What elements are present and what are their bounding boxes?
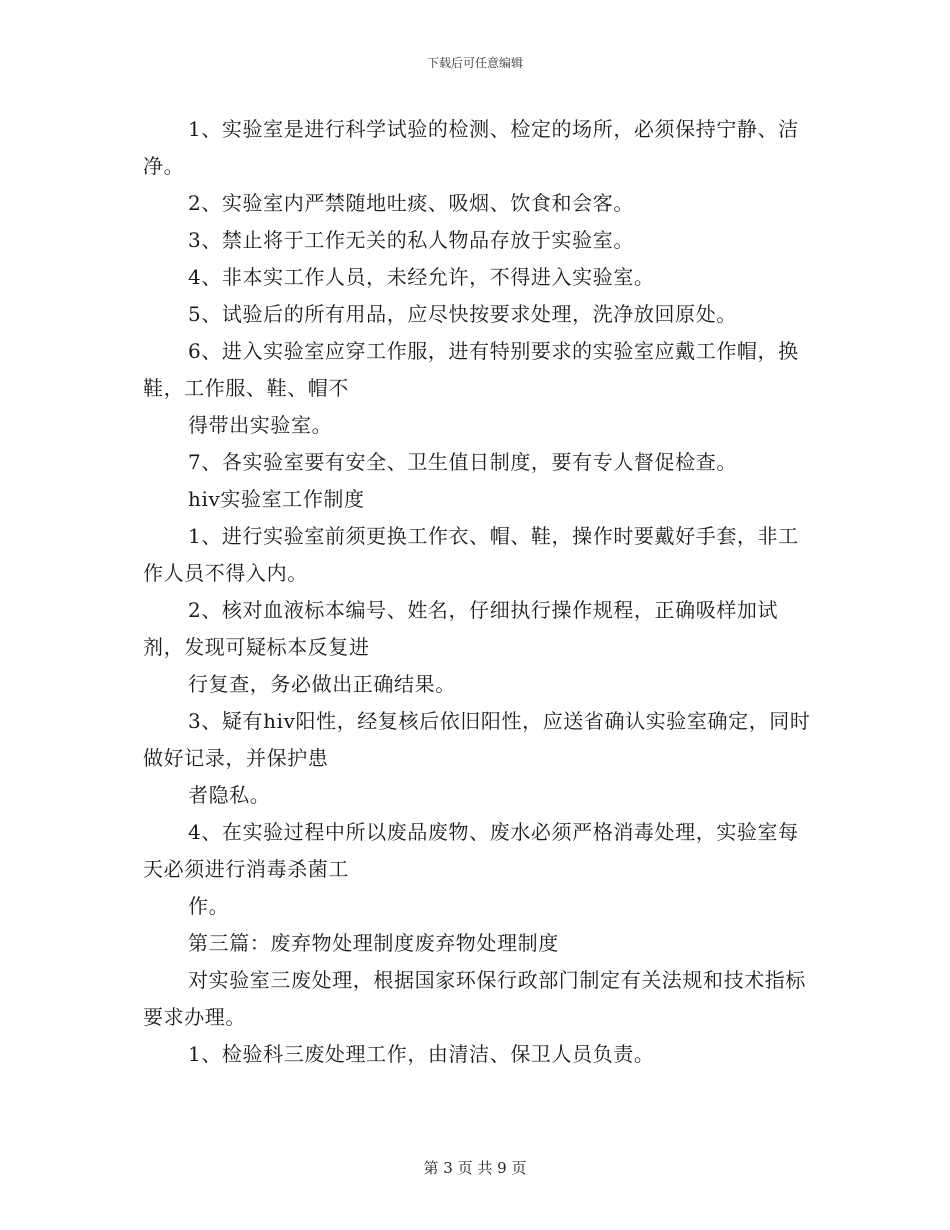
paragraph: 2、实验室内严禁随地吐痰、吸烟、饮食和会客。 bbox=[188, 191, 634, 215]
paragraph: 3、禁止将于工作无关的私人物品存放于实验室。 bbox=[188, 228, 634, 252]
paragraph: 4、在实验过程中所以废品废物、废水必须严格消毒处理，实验室每天必须进行消毒杀菌工 bbox=[143, 820, 799, 881]
paragraph: 4、非本实工作人员，未经允许，不得进入实验室。 bbox=[188, 265, 655, 289]
paragraph: 5、试验后的所有用品，应尽快按要求处理，洗净放回原处。 bbox=[188, 302, 737, 326]
paragraph: 7、各实验室要有安全、卫生值日制度，要有专人督促检查。 bbox=[188, 450, 737, 474]
paragraph: 1、检验科三废处理工作，由清洁、保卫人员负责。 bbox=[188, 1042, 655, 1066]
paragraph-continuation: 作。 bbox=[188, 894, 230, 918]
paragraph-continuation: 行复查，务必做出正确结果。 bbox=[188, 672, 456, 696]
document-body bbox=[143, 111, 813, 1073]
paragraph: 对实验室三废处理，根据国家环保行政部门制定有关法规和技术指标要求办理。 bbox=[143, 968, 806, 1029]
paragraph-continuation: 者隐私。 bbox=[188, 783, 271, 807]
paragraph: 6、进入实验室应穿工作服，进有特别要求的实验室应戴工作帽，换鞋，工作服、鞋、帽不 bbox=[143, 339, 799, 400]
paragraph: 1、进行实验室前须更换工作衣、帽、鞋，操作时要戴好手套，非工作人员不得入内。 bbox=[143, 524, 799, 585]
paragraph-continuation: 得带出实验室。 bbox=[188, 413, 333, 437]
section-heading: hiv实验室工作制度 bbox=[188, 487, 365, 511]
page-number-footer: 第 3 页 共 9 页 bbox=[423, 1159, 527, 1177]
paragraph: 2、核对血液标本编号、姓名，仔细执行操作规程，正确吸样加试剂，发现可疑标本反复进 bbox=[143, 598, 779, 659]
page-header: 下载后可任意编辑 bbox=[426, 56, 523, 70]
section-heading: 第三篇：废弃物处理制度废弃物处理制度 bbox=[188, 931, 559, 955]
paragraph: 1、实验室是进行科学试验的检测、检定的场所，必须保持宁静、洁净。 bbox=[143, 117, 799, 178]
paragraph: 3、疑有hiv阳性，经复核后依旧阳性，应送省确认实验室确定，同时做好记录，并保护患 bbox=[143, 709, 811, 770]
